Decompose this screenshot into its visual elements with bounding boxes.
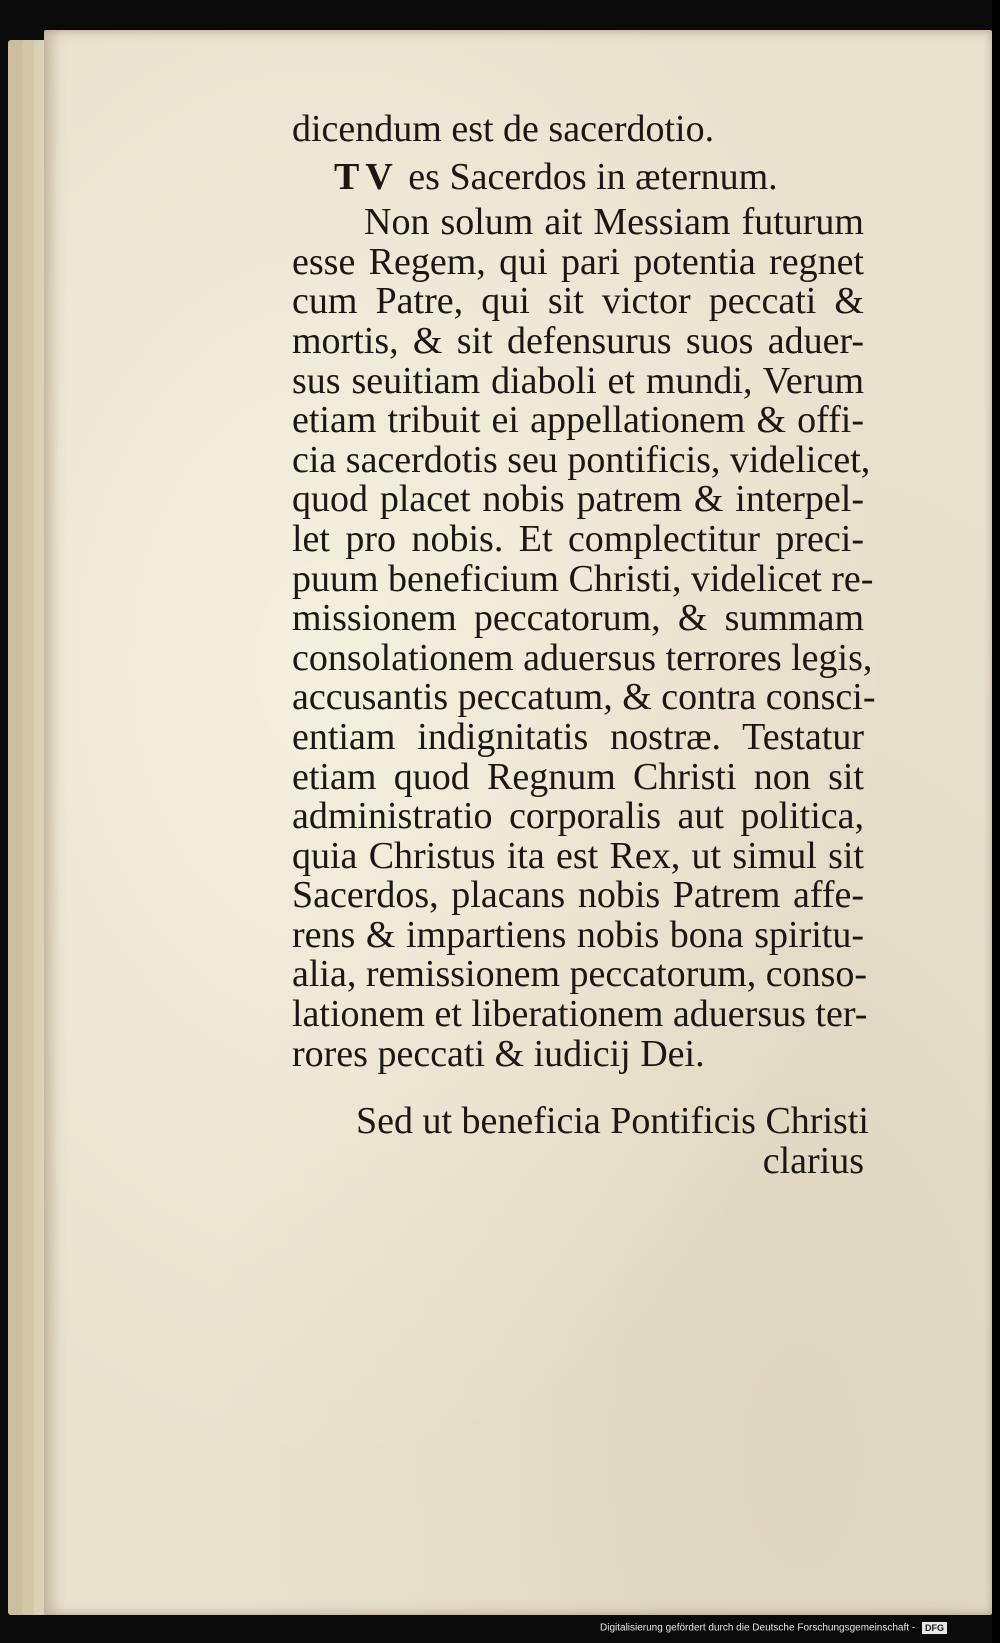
text-line: quod placet nobis patrem & interpel- xyxy=(292,478,864,521)
text-line: lationem et liberationem aduersus ter- xyxy=(292,993,868,1036)
text-line: Sed ut beneficia Pontificis Christi xyxy=(356,1100,869,1143)
section-heading xyxy=(334,155,902,198)
page-text xyxy=(292,110,902,1181)
catchword: clarius xyxy=(762,1139,864,1182)
text-line: administratio corporalis aut politica, xyxy=(292,795,864,838)
text-line: mortis, & sit defensurus suos aduer- xyxy=(292,319,864,362)
text-line: entiam indignitatis nostræ. Testatur xyxy=(292,715,864,758)
text-line: sus seuitiam diaboli et mundi, Verum xyxy=(292,359,864,402)
dfg-logo: DFG xyxy=(922,1622,947,1634)
text-line: cum Patre, qui sit victor peccati & xyxy=(292,280,864,323)
text-line: cia sacerdotis seu pontificis, videlicet, xyxy=(292,438,871,481)
text-line: let pro nobis. Et complectitur preci- xyxy=(292,517,864,560)
digitization-credit xyxy=(600,1622,947,1634)
text-line: etiam tribuit ei appellationem & offi- xyxy=(292,399,864,442)
text-line: missionem peccatorum, & summam xyxy=(292,597,864,640)
text-line: etiam quod Regnum Christi non sit xyxy=(292,755,864,798)
credit-text: Digitalisierung gefördert durch die Deutsche Forschungsgemeinschaft - xyxy=(600,1622,916,1634)
text-line: Non solum ait Messiam futurum xyxy=(364,201,864,244)
scan-border xyxy=(992,0,1000,1643)
text-line: Sacerdos, placans nobis Patrem affe- xyxy=(292,874,864,917)
text-line: accusantis peccatum, & contra consci- xyxy=(292,676,876,719)
text-line: quia Christus ita est Rex, ut simul sit xyxy=(292,834,864,877)
text-line: rores peccati & iudicij Dei. xyxy=(292,1032,705,1075)
heading-initial: TV xyxy=(334,155,399,198)
text-line: puum beneficium Christi, videlicet re- xyxy=(292,557,874,600)
heading-text: es Sacerdos in æternum. xyxy=(408,155,778,198)
text-line: alia, remissionem peccatorum, conso- xyxy=(292,953,868,996)
text-line: consolationem aduersus terrores legis, xyxy=(292,636,873,679)
text-line: esse Regem, qui pari potentia regnet xyxy=(292,240,864,283)
text-line: rens & impartiens nobis bona spiritu- xyxy=(292,913,864,956)
text-line: dicendum est de sacerdotio. xyxy=(292,108,715,150)
